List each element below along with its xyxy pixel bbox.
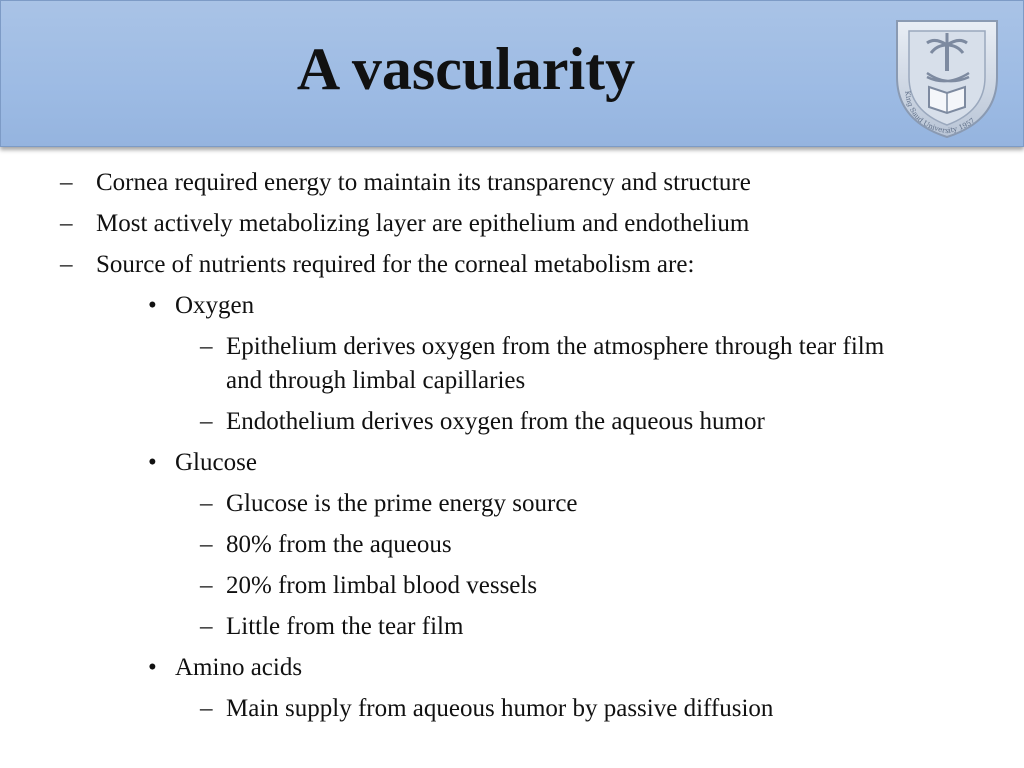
dash-marker: – [200,531,213,558]
university-seal-icon [891,15,1003,141]
bullet-marker: • [148,449,157,476]
list-item-text: Epithelium derives oxygen from the atmosphere through tear film [226,333,885,360]
dash-marker: – [60,251,73,278]
bullet-marker: • [148,292,157,319]
dash-marker: – [200,408,213,435]
list-item-text: 20% from limbal blood vessels [226,572,538,599]
list-item-text: Main supply from aqueous humor by passive diffusion [226,695,774,722]
dash-marker: – [200,613,213,640]
dash-marker: – [60,210,73,237]
list-item-text: Little from the tear film [226,613,464,640]
list-item-text: Glucose [175,449,257,476]
list-item-text: Endothelium derives oxygen from the aqueous humor [226,408,765,435]
list-item-text: Source of nutrients required for the corneal metabolism are: [96,251,695,278]
list-item-text: Amino acids [175,654,303,681]
slide-title: A vascularity [296,36,636,102]
list-item-text: Most actively metabolizing layer are epithelium and endothelium [96,210,750,237]
list-item-text: Cornea required energy to maintain its transparency and structure [96,169,751,196]
dash-marker: – [200,333,213,360]
bullet-marker: • [148,654,157,681]
title-banner [0,0,1024,147]
list-item-text: Oxygen [175,292,255,319]
seal-ring-text: King Saud University 1957 [903,90,977,136]
list-item-text-continuation: and through limbal capillaries [226,367,526,394]
dash-marker: – [200,490,213,517]
list-item-text: 80% from the aqueous [226,531,452,558]
dash-marker: – [60,169,73,196]
dash-marker: – [200,572,213,599]
dash-marker: – [200,695,213,722]
list-item-text: Glucose is the prime energy source [226,490,578,517]
